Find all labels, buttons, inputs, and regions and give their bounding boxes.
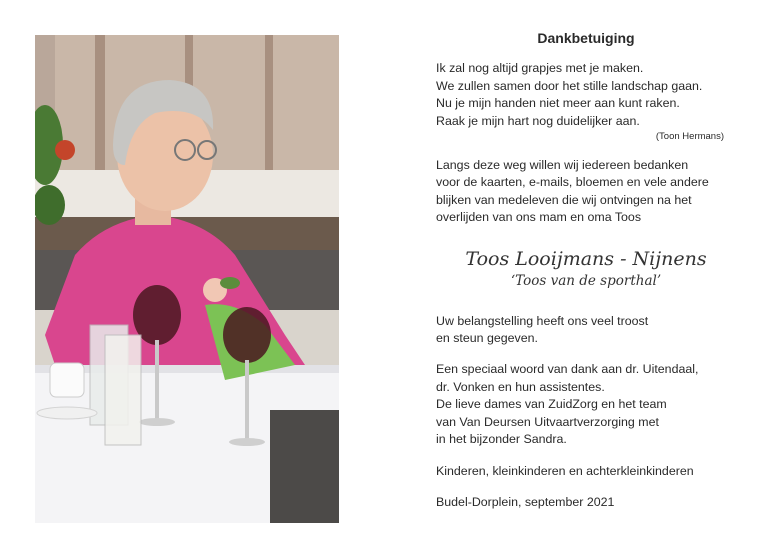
poem-line: We zullen samen door het stille landschap gaan. [436, 78, 703, 93]
poem-credit: (Toon Hermans) [655, 131, 724, 143]
thanks-paragraph [436, 157, 736, 227]
special-line: van Van Deursen Uitvaartverzorging met [436, 414, 659, 429]
thanks-line: voor de kaarten, e-mails, bloemen en vele andere [436, 175, 709, 190]
interest-line: en steun gegeven. [436, 331, 538, 346]
place-date: Budel-Dorplein, september 2021 [436, 494, 615, 509]
poem-line: Nu je mijn handen niet meer aan kunt raken. [436, 96, 680, 111]
portrait-photo [35, 35, 339, 523]
family-signature: Kinderen, kleinkinderen en achterkleinkinderen [436, 463, 694, 478]
special-line: in het bijzonder Sandra. [436, 432, 567, 447]
deceased-name: Toos Looijmans - Nijnens [465, 247, 707, 270]
nickname: ‘Toos van de sporthal’ [510, 272, 662, 289]
special-line: dr. Vonken en hun assistentes. [436, 379, 605, 394]
special-line: Een speciaal woord van dank aan dr. Uitendaal, [436, 362, 699, 377]
special-thanks-paragraph [436, 361, 736, 448]
thanks-line: blijken van medeleven die wij ontvingen na het [436, 192, 692, 207]
poem-line: Ik zal nog altijd grapjes met je maken. [436, 61, 644, 76]
thanks-line: Langs deze weg willen wij iedereen bedanken [436, 158, 689, 173]
poem [436, 60, 736, 130]
thanks-text-block [436, 30, 736, 511]
interest-paragraph [436, 313, 736, 348]
page-title: Dankbetuiging [537, 30, 635, 46]
poem-line: Raak je mijn hart nog duidelijker aan. [436, 113, 640, 128]
interest-line: Uw belangstelling heeft ons veel troost [436, 313, 649, 328]
special-line: De lieve dames van ZuidZorg en het team [436, 397, 667, 412]
portrait-illustration [35, 35, 339, 523]
thanks-line: overlijden van ons mam en oma Toos [436, 210, 642, 225]
